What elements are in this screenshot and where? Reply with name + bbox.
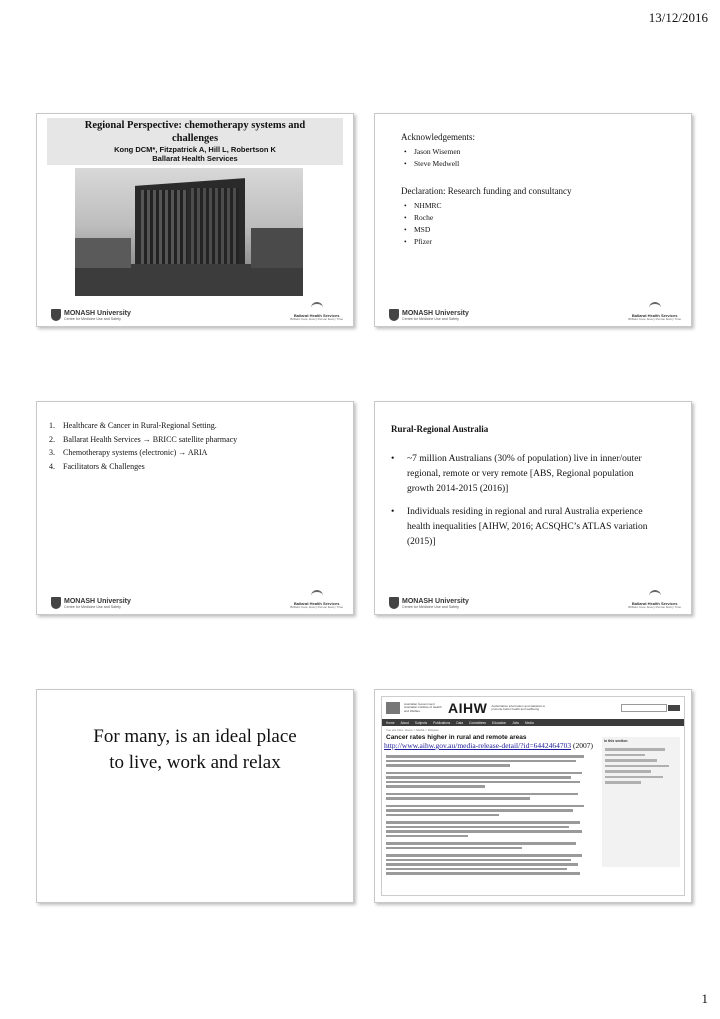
street <box>75 264 303 296</box>
slide-aihw-webpage <box>374 689 692 903</box>
monash-subtitle: Centre for Medicine Use and Safety <box>64 316 121 321</box>
ack-section <box>401 132 681 170</box>
slide-quote <box>37 724 353 776</box>
aihw-logo: AIHW <box>448 700 488 716</box>
item-number: 2. <box>49 434 55 444</box>
list-item: • Steve Medwell <box>401 158 681 170</box>
slide-outline <box>36 401 354 615</box>
title-line-2: challenges <box>171 133 219 144</box>
ack-heading: Acknowledgements: <box>401 132 475 142</box>
slide-rural-regional <box>374 401 692 615</box>
web-nav <box>382 719 684 726</box>
bhs-name: Ballarat Health Services <box>631 313 678 318</box>
sidebar-line <box>605 781 641 784</box>
monash-crest-icon <box>51 309 61 321</box>
list-item <box>49 433 349 447</box>
monash-subtitle: Centre for Medicine Use and Safety <box>402 316 459 321</box>
web-sidebar <box>602 737 680 867</box>
sidebar-line <box>605 754 645 757</box>
right-building <box>251 228 303 268</box>
item-text: Facilitators & Challenges <box>63 461 145 471</box>
monash-subtitle: Centre for Medicine Use and Safety <box>402 604 459 609</box>
list-item: • NHMRC <box>401 200 681 212</box>
left-building <box>75 238 131 268</box>
monash-name: MONASH University <box>64 309 131 317</box>
bhs-subtitle: Brilliant Care, Every Person Every Time <box>628 317 681 321</box>
list-item: • Pfizer <box>401 236 681 248</box>
monash-crest-icon <box>389 597 399 609</box>
monash-subtitle: Centre for Medicine Use and Safety <box>64 604 121 609</box>
nav-item-education[interactable]: Education <box>492 720 507 725</box>
nav-item-media[interactable]: Media <box>524 720 534 725</box>
list-item: • Jason Wisemen <box>401 146 681 158</box>
nav-item-publications[interactable]: Publications <box>433 720 451 725</box>
nav-item-committees[interactable]: Committees <box>469 720 487 725</box>
bhs-logo <box>628 302 681 321</box>
sidebar-line <box>605 770 651 773</box>
bhs-name: Ballarat Health Services <box>293 601 340 606</box>
title-line-1: Regional Perspective: chemotherapy systems and <box>84 120 306 131</box>
building-facade-side <box>191 188 239 276</box>
slide-footer <box>37 302 353 326</box>
list-item: • Individuals residing in regional and rural Australia experience health inequalities [AIHW, 2016; ACSQHC’s ATLAS variation (2015)] <box>389 505 661 550</box>
decl-list <box>401 200 681 248</box>
bhs-subtitle: Brilliant Care, Every Person Every Time <box>628 605 681 609</box>
sidebar-heading: In this section <box>604 739 628 743</box>
affiliation: Ballarat Health Services <box>152 154 238 163</box>
item-number: 4. <box>49 461 55 471</box>
bhs-logo <box>290 302 343 321</box>
decl-heading: Declaration: Research funding and consultancy <box>401 186 572 196</box>
article-body <box>386 755 592 877</box>
list-item: • ~7 million Australians (30% of population) live in inner/outer regional, remote or very remote [ABS, Regional population growth 2014-2015 (2016)] <box>389 452 661 497</box>
slide-footer <box>37 590 353 614</box>
sidebar-line <box>605 776 663 779</box>
aihw-webpage <box>381 696 685 896</box>
monash-crest-icon <box>389 309 399 321</box>
monash-name: MONASH University <box>402 309 469 317</box>
nav-item-jobs[interactable]: Jobs <box>512 720 519 725</box>
aihw-tagline: Authoritative information and statistics to promote better health and wellbeing <box>491 703 546 711</box>
nav-item-about[interactable]: About <box>400 720 409 725</box>
building-photo <box>75 168 303 296</box>
slide-title <box>36 113 354 327</box>
bhs-name: Ballarat Health Services <box>293 313 340 318</box>
slide-ideal-place <box>36 689 354 903</box>
page-number: 1 <box>701 991 708 1006</box>
source-link[interactable]: http://www.aihw.gov.au/media-release-detail/?id=6442464703 <box>384 741 572 750</box>
sidebar-line <box>605 759 657 762</box>
authors: Kong DCM*, Fitzpatrick A, Hill L, Robertson K <box>114 145 276 154</box>
bhs-name: Ballarat Health Services <box>631 601 678 606</box>
decl-section <box>401 186 681 248</box>
header-date: 13/12/2016 <box>648 10 708 25</box>
monash-logo <box>51 597 131 609</box>
slide-heading: Rural-Regional Australia <box>391 424 489 434</box>
monash-logo <box>389 597 469 609</box>
monash-crest-icon <box>51 597 61 609</box>
article-title: Cancer rates higher in rural and remote areas <box>386 734 527 741</box>
slide-acknowledgements <box>374 113 692 327</box>
stats-list <box>389 452 661 550</box>
web-header <box>382 697 684 719</box>
bhs-logo <box>628 590 681 609</box>
quote-line-2: to live, work and relax <box>109 752 281 773</box>
quote-line-1: For many, is an ideal place <box>93 726 297 747</box>
ack-list <box>401 146 681 170</box>
monash-name: MONASH University <box>402 597 469 605</box>
sidebar-line <box>605 748 665 751</box>
sidebar-line <box>605 765 669 768</box>
source-year: (2007) <box>572 741 593 750</box>
list-item <box>49 460 349 474</box>
slide-footer <box>375 302 691 326</box>
slide-title-heading <box>47 118 343 165</box>
list-item: • Roche <box>401 212 681 224</box>
nav-item-data[interactable]: Data <box>456 720 464 725</box>
list-item: • MSD <box>401 224 681 236</box>
item-text: Healthcare & Cancer in Rural-Regional Setting. <box>63 421 217 430</box>
item-number: 1. <box>49 421 55 430</box>
gov-text: Australian Government Australian Institute of Health and Welfare <box>404 701 442 713</box>
outline-list <box>49 419 349 473</box>
list-item <box>49 419 349 433</box>
nav-item-home[interactable]: Home <box>386 720 395 725</box>
bhs-subtitle: Brilliant Care, Every Person Every Time <box>290 605 343 609</box>
item-text: Chemotherapy systems (electronic) → ARIA <box>63 448 208 457</box>
item-number: 3. <box>49 448 55 457</box>
bhs-logo <box>290 590 343 609</box>
slide-footer <box>375 590 691 614</box>
nav-item-subjects[interactable]: Subjects <box>414 720 428 725</box>
list-item <box>49 446 349 460</box>
bhs-subtitle: Brilliant Care, Every Person Every Time <box>290 317 343 321</box>
monash-logo <box>389 309 469 321</box>
search-button[interactable] <box>668 705 680 711</box>
monash-name: MONASH University <box>64 597 131 605</box>
monash-logo <box>51 309 131 321</box>
coat-of-arms-icon <box>386 702 400 714</box>
search-input[interactable] <box>621 704 667 712</box>
breadcrumb: You are here: Home > Media > Release <box>386 728 439 732</box>
item-text: Ballarat Health Services → BRICC satellite pharmacy <box>63 434 238 444</box>
